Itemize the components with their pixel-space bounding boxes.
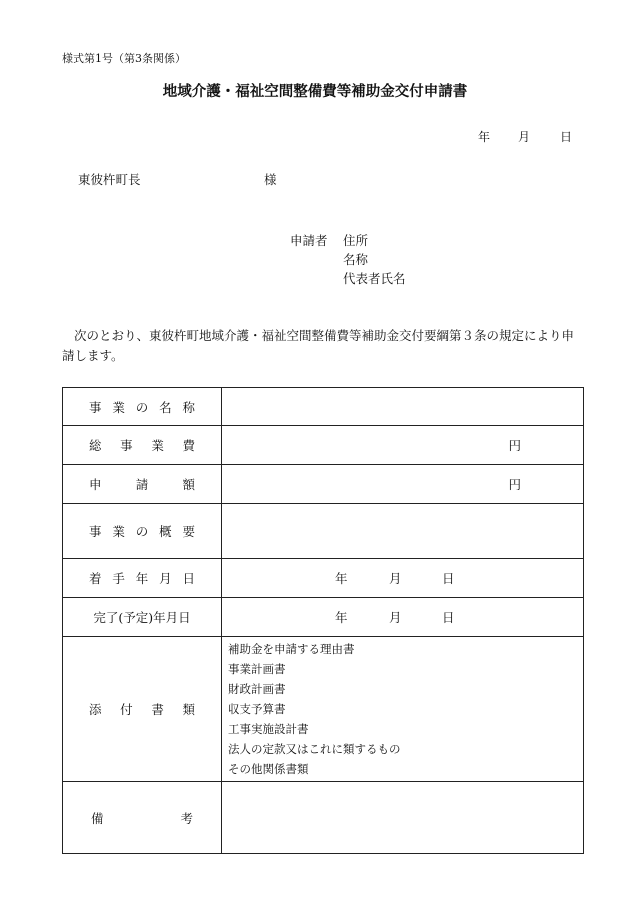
project-name-label	[63, 388, 222, 426]
date-line	[478, 128, 572, 145]
applicant-label: 申請者	[290, 233, 328, 248]
label-char: 考	[180, 810, 193, 826]
attachment-item: 収支予算書	[228, 702, 286, 716]
month-unit: 月	[389, 610, 402, 625]
month-unit: 月	[389, 571, 402, 586]
overview-label	[63, 504, 222, 559]
day-unit: 日	[442, 610, 455, 625]
label-chars	[63, 436, 221, 454]
form-number: 様式第1号（第3条関係）	[62, 52, 186, 65]
row-overview	[63, 504, 584, 559]
completion-date-label	[63, 598, 222, 637]
row-remarks	[63, 782, 584, 854]
label-char: の	[135, 399, 149, 415]
label-char: 事	[89, 399, 102, 415]
label-char: 年	[135, 571, 149, 586]
label-char: 概	[159, 524, 172, 539]
applicant-address-label: 住所	[343, 233, 369, 248]
label-char: 月	[159, 571, 172, 586]
attachment-item: 法人の定款又はこれに類するもの	[228, 742, 401, 756]
label-char: 手	[112, 571, 125, 586]
attachment-item: 補助金を申請する理由書	[228, 642, 355, 656]
addressee-honorific: 様	[264, 172, 277, 187]
attachments-label	[63, 637, 222, 782]
label-chars	[63, 522, 221, 540]
request-amount-field[interactable]	[222, 465, 584, 504]
date-day: 日	[560, 130, 573, 144]
row-start-date	[63, 559, 584, 598]
label-chars	[63, 569, 221, 587]
label-char: 書	[151, 702, 164, 717]
document-title: 地域介護・福祉空間整備費等補助金交付申請書	[162, 84, 468, 100]
label-char: 類	[182, 702, 195, 717]
application-table	[62, 387, 584, 854]
applicant-representative-label: 代表者氏名	[343, 271, 406, 286]
remarks-field[interactable]	[222, 782, 584, 854]
completion-date-label-text: 完了(予定)年月日	[93, 610, 191, 625]
label-char: 請	[135, 477, 149, 492]
attachment-item: 事業計画書	[228, 662, 286, 676]
label-char: 業	[151, 438, 164, 453]
request-amount-label	[63, 465, 222, 504]
label-char: 付	[120, 702, 133, 717]
label-char: 日	[182, 571, 195, 586]
yen-unit: 円	[508, 438, 521, 453]
day-unit: 日	[442, 571, 455, 586]
label-char: の	[135, 524, 149, 539]
year-unit: 年	[335, 571, 348, 586]
applicant-name-label: 名称	[343, 252, 369, 267]
overview-field[interactable]	[222, 504, 584, 559]
attachment-item: 工事実施設計書	[228, 722, 309, 736]
start-date-label	[63, 559, 222, 598]
total-cost-field[interactable]	[222, 426, 584, 465]
start-date-field[interactable]	[222, 559, 584, 598]
label-char: 費	[182, 438, 195, 453]
row-request-amount	[63, 465, 584, 504]
attachments-list	[222, 637, 583, 781]
label-chars	[63, 398, 221, 416]
label-chars	[63, 700, 221, 718]
label-char: 額	[182, 477, 195, 492]
date-month: 月	[518, 130, 531, 144]
row-total-cost	[63, 426, 584, 465]
label-chars	[63, 809, 221, 827]
label-char: 要	[182, 524, 195, 539]
label-char: 添	[89, 702, 102, 717]
label-char: 称	[182, 399, 195, 415]
label-chars	[63, 475, 221, 493]
label-char: 名	[159, 399, 172, 415]
attachment-item: 財政計画書	[228, 682, 286, 696]
attachment-item: その他関係書類	[228, 762, 309, 776]
date-year: 年	[478, 130, 491, 144]
total-cost-label	[63, 426, 222, 465]
body-text: 次のとおり、東彼杵町地域介護・福祉空間整備費等補助金交付要綱第３条の規定により申請します。	[62, 328, 575, 363]
row-project-name	[63, 388, 584, 426]
label-char: 総	[89, 438, 102, 453]
label-char: 着	[89, 571, 102, 586]
label-char: 備	[91, 810, 104, 826]
label-char: 事	[120, 438, 133, 453]
label-char: 業	[112, 399, 125, 415]
remarks-label	[63, 782, 222, 854]
row-completion-date	[63, 598, 584, 637]
year-unit: 年	[335, 610, 348, 625]
label-char: 業	[112, 524, 125, 539]
row-attachments	[63, 637, 584, 782]
addressee-name: 東彼杵町長	[78, 172, 141, 187]
label-char: 事	[89, 524, 102, 539]
yen-unit: 円	[508, 477, 521, 492]
label-char: 申	[89, 477, 102, 492]
project-name-field[interactable]	[222, 388, 584, 426]
completion-date-field[interactable]	[222, 598, 584, 637]
attachments-list-cell	[222, 637, 584, 782]
